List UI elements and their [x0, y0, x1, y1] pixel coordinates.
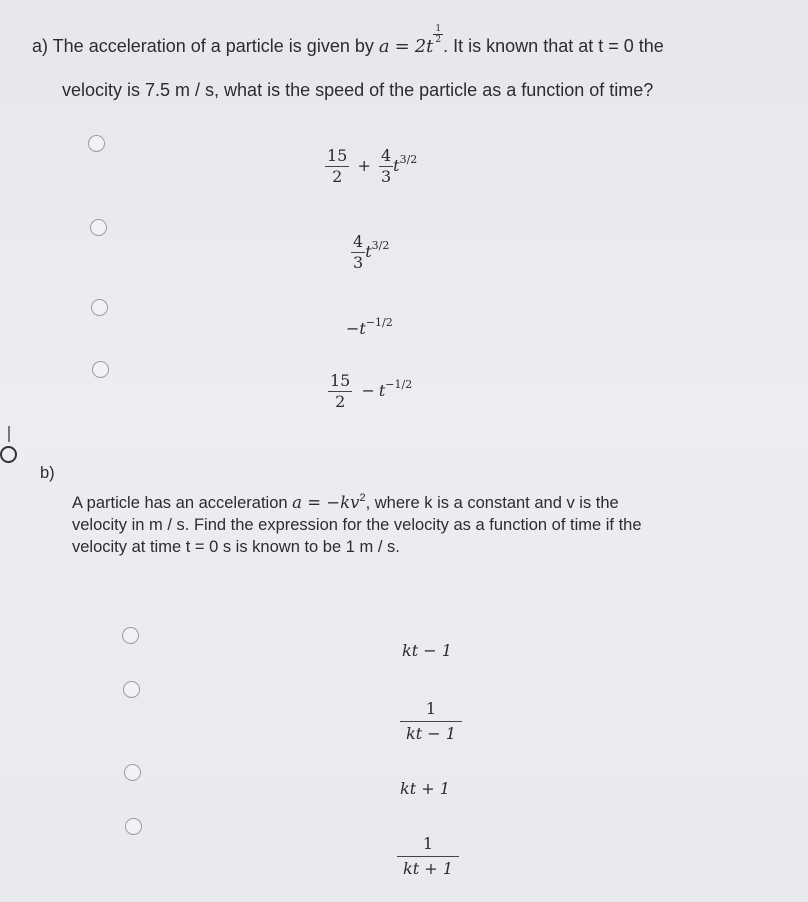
option-a4-const-num: 15 [330, 371, 351, 390]
option-b1-radio[interactable] [122, 627, 139, 644]
option-a3-expression [346, 316, 393, 338]
option-a1-coef-num: 4 [380, 146, 392, 165]
side-marker-circle [0, 446, 17, 463]
option-a4-var: t [378, 381, 386, 400]
question-b-prefix: A particle has an acceleration [72, 494, 288, 512]
option-b2-expression [400, 697, 462, 746]
question-b-text [72, 487, 762, 558]
question-a-exponent [433, 24, 443, 45]
option-b4-fraction [397, 832, 459, 881]
option-b2-radio[interactable] [123, 681, 140, 698]
option-a2-var: t [365, 242, 372, 261]
option-b3-radio[interactable] [124, 764, 141, 781]
question-a-exponent-num: 1 [435, 24, 442, 34]
option-b2-den: kt − 1 [400, 721, 462, 746]
option-a1-var: t [393, 156, 400, 175]
option-a3-radio[interactable] [91, 299, 108, 316]
question-a-formula-rhs: 2t [414, 36, 434, 57]
question-b-formula-exp: 2 [359, 492, 366, 504]
question-a-line2: velocity is 7.5 m / s, what is the speed of the particle as a function of time? [62, 80, 654, 100]
question-a-prefix: a) The acceleration of a particle is given by [32, 36, 374, 56]
option-b4-num: 1 [422, 834, 434, 853]
question-a-exponent-den: 2 [435, 35, 442, 45]
option-a2-coef-num: 4 [353, 232, 364, 251]
question-b-line1 [72, 487, 762, 514]
question-a-formula-lhs: a [378, 36, 390, 57]
question-a-line1 [32, 24, 664, 58]
option-a4-const-fraction [328, 371, 352, 412]
option-a2-coef-den: 3 [353, 253, 364, 272]
option-a2-exp: 3/2 [371, 239, 390, 252]
option-a4-minus: − [361, 381, 375, 400]
option-a1-const-num: 15 [327, 146, 348, 165]
option-a2-radio[interactable] [90, 219, 107, 236]
option-a1-exp: 3/2 [399, 153, 418, 166]
option-b1-expression [402, 641, 452, 660]
question-b-line3: velocity at time t = 0 s is known to be 1 m / s. [72, 538, 400, 556]
option-a4-expression [328, 371, 412, 412]
option-a1-plus: + [357, 156, 371, 175]
question-b-suffix: , where k is a constant and v is the [365, 494, 619, 512]
question-b-line2: velocity in m / s. Find the expression for the velocity as a function of time if the [72, 516, 642, 534]
option-a1-const-fraction [325, 146, 349, 187]
option-a4-const-den: 2 [328, 391, 352, 412]
question-a-formula-eq: = [394, 36, 410, 57]
option-b3-expression [400, 779, 450, 798]
option-a2-coef-fraction [351, 232, 365, 273]
option-a2-expression [351, 232, 389, 273]
option-b4-expression [397, 832, 459, 881]
option-a4-radio[interactable] [92, 361, 109, 378]
option-a1-expression [325, 146, 417, 187]
option-b1-expr: kt − 1 [402, 641, 452, 660]
option-b4-radio[interactable] [125, 818, 142, 835]
option-a3-sign: − [346, 319, 360, 338]
question-b-label: b) [40, 464, 55, 482]
option-a1-radio[interactable] [88, 135, 105, 152]
question-a-suffix: . It is known that at t = 0 the [443, 36, 664, 56]
option-b2-num: 1 [425, 699, 437, 718]
option-b4-den: kt + 1 [397, 856, 459, 881]
option-b3-expr: kt + 1 [400, 779, 450, 798]
option-a1-coef-fraction [379, 146, 393, 187]
option-b2-fraction [400, 697, 462, 746]
option-a4-exp: −1/2 [385, 378, 413, 391]
question-b-formula: a = −kv [292, 493, 360, 512]
option-a1-coef-den: 3 [380, 167, 392, 186]
option-a1-const-den: 2 [325, 166, 349, 187]
side-divider-tick [8, 426, 10, 442]
option-a3-exp: −1/2 [365, 316, 393, 329]
option-a3-var: t [359, 319, 366, 338]
